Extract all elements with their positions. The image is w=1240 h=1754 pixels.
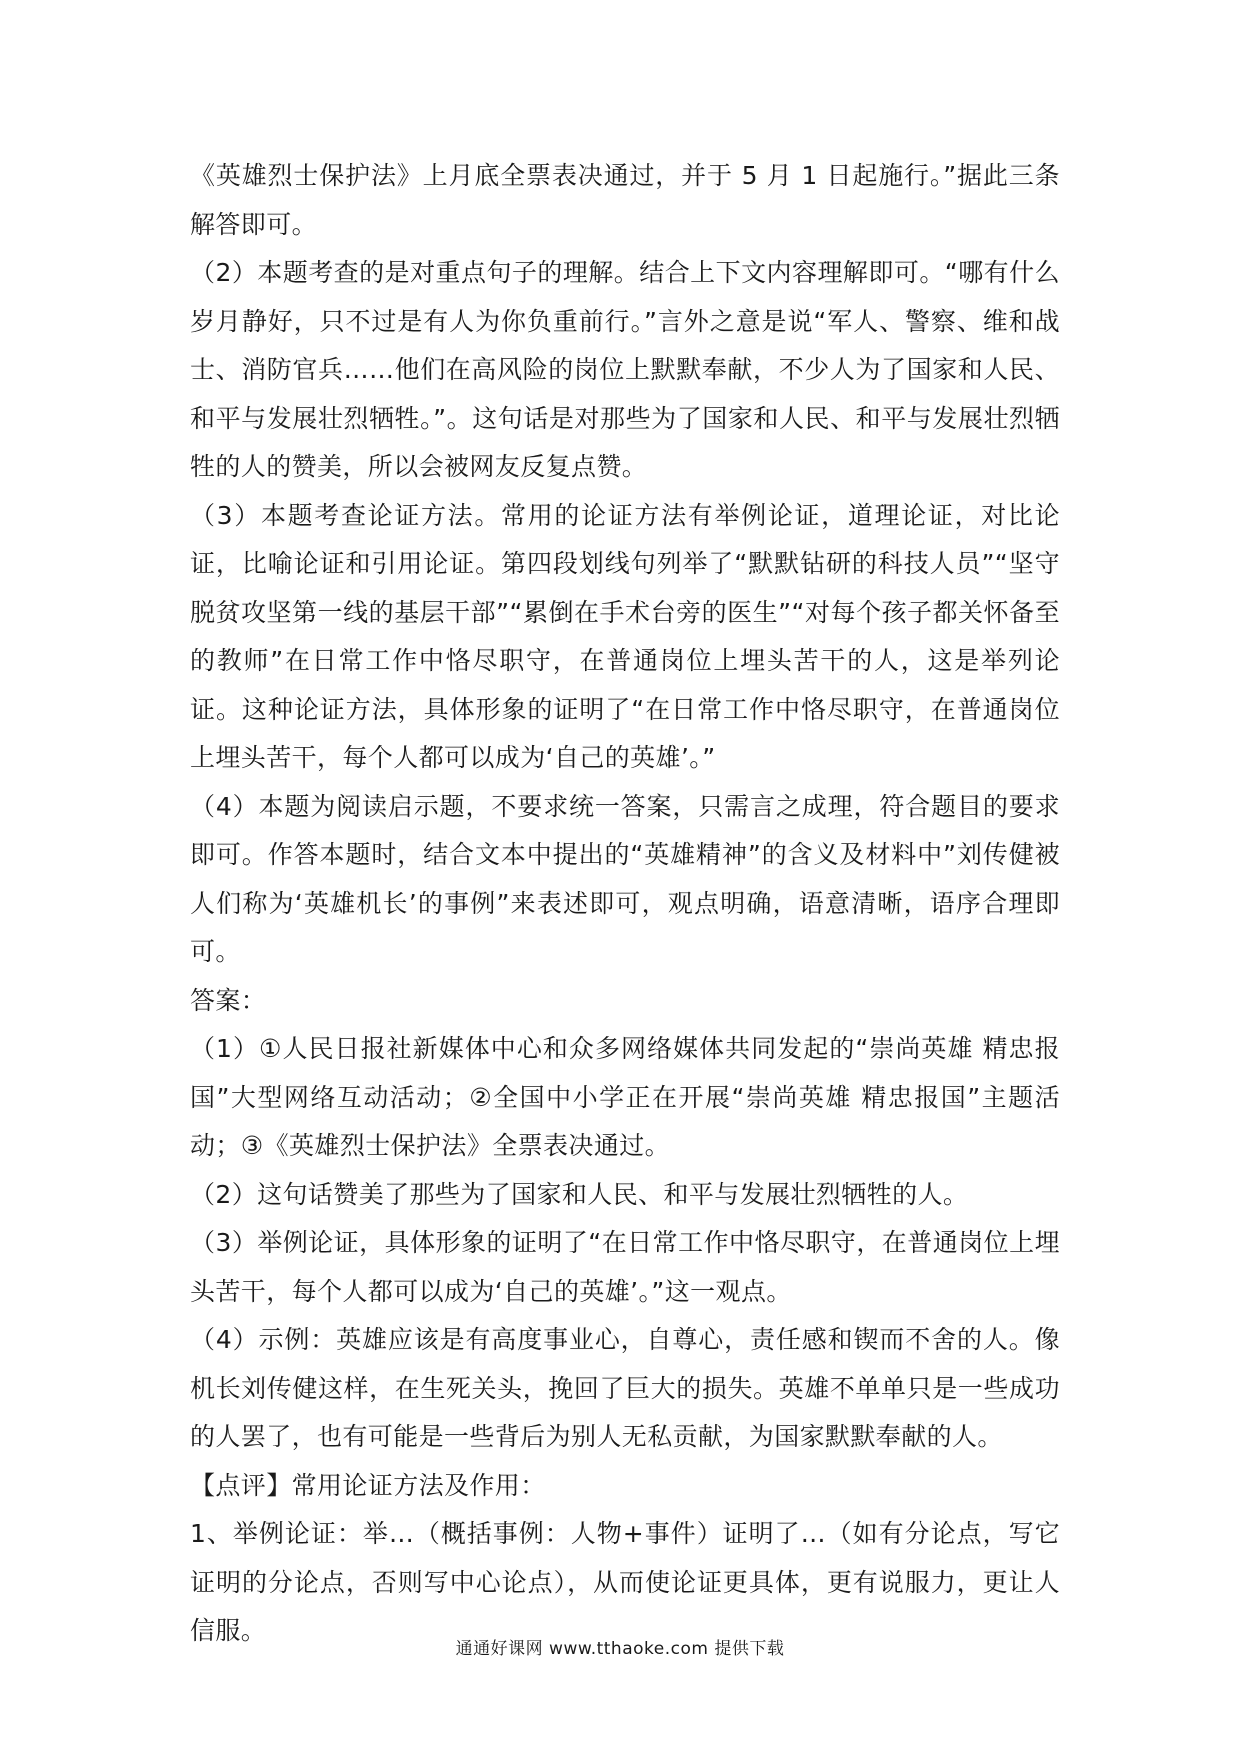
answer-4: （4）示例：英雄应该是有高度事业心，自尊心，责任感和锲而不舍的人。像机长刘传健这样，在生死关头，挽回了巨大的损失。英雄不单单只是一些成功的人罢了，也有可能是一些背后为别人无私贡献，为国家默默奉献的人。 bbox=[190, 1325, 1060, 1451]
answer-2: （2）这句话赞美了那些为了国家和人民、和平与发展壮烈牺牲的人。 bbox=[190, 1179, 969, 1209]
document-body bbox=[190, 152, 1060, 1656]
answer-heading: 答案： bbox=[190, 985, 267, 1015]
comment-heading: 【点评】常用论证方法及作用： bbox=[190, 1470, 546, 1500]
paragraph-analysis-2: （2）本题考查的是对重点句子的理解。结合上下文内容理解即可。“哪有什么岁月静好，只不过是有人为你负重前行。”言外之意是说“军人、警察、维和战士、消防官兵……他们在高风险的岗位上默默奉献，不少人为了国家和人民、和平与发展壮烈牺牲。”。这句话是对那些为了国家和人民、和平与发展壮烈牺牲的人的赞美，所以会被网友反复点赞。 bbox=[190, 258, 1060, 481]
comment-method-1: 1、举例论证：举…（概括事例：人物+事件）证明了…（如有分论点，写它证明的分论点，否则写中心论点），从而使论证更具体，更有说服力，更让人信服。 bbox=[190, 1519, 1060, 1645]
paragraph-answer-hint-continued: 《英雄烈士保护法》上月底全票表决通过，并于 5 月 1 日起施行。”据此三条解答即可。 bbox=[190, 161, 1060, 239]
page-footer: 通通好课网 www.tthaoke.com 提供下载 bbox=[455, 1639, 785, 1659]
paragraph-analysis-3: （3）本题考查论证方法。常用的论证方法有举例论证，道理论证，对比论证，比喻论证和引用论证。第四段划线句列举了“默默钻研的科技人员”“坚守脱贫攻坚第一线的基层干部”“累倒在手术台旁的医生”“对每个孩子都关怀备至的教师”在日常工作中恪尽职守，在普通岗位上埋头苦干的人，这是举列论证。这种论证方法，具体形象的证明了“在日常工作中恪尽职守，在普通岗位上埋头苦干，每个人都可以成为‘自己的英雄’。” bbox=[190, 500, 1060, 772]
answer-3: （3）举例论证，具体形象的证明了“在日常工作中恪尽职守，在普通岗位上埋头苦干，每个人都可以成为‘自己的英雄’。”这一观点。 bbox=[190, 1228, 1060, 1306]
paragraph-analysis-4: （4）本题为阅读启示题，不要求统一答案，只需言之成理，符合题目的要求即可。作答本题时，结合文本中提出的“英雄精神”的含义及材料中”刘传健被人们称为‘英雄机长’的事例”来表述即可，观点明确，语意清晰，语序合理即可。 bbox=[190, 791, 1060, 966]
answer-1: （1）①人民日报社新媒体中心和众多网络媒体共同发起的“崇尚英雄 精忠报国”大型网络互动活动；②全国中小学正在开展“崇尚英雄 精忠报国”主题活动；③《英雄烈士保护法》全票表决通过。 bbox=[190, 1034, 1060, 1160]
